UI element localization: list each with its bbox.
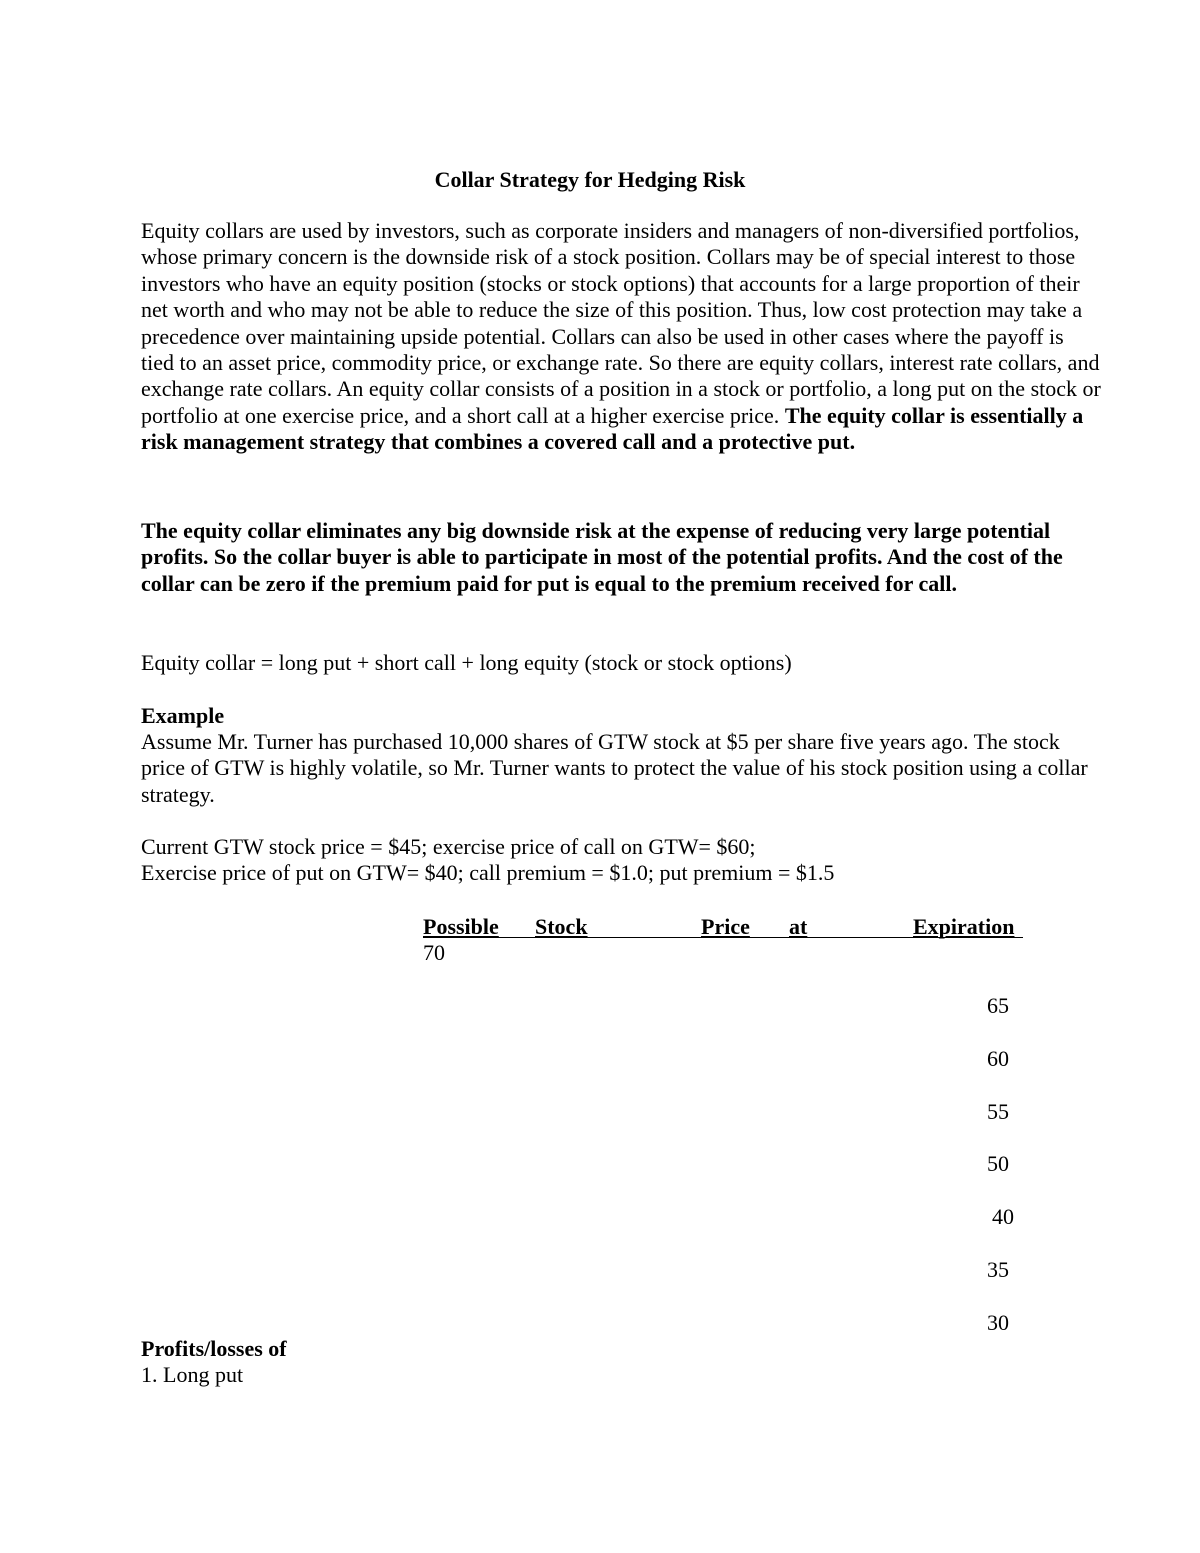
header-price: Price — [701, 914, 750, 939]
price-value: 40 — [992, 1204, 1014, 1229]
intro-paragraph — [141, 218, 1101, 456]
list-item-long-put: 1. Long put — [141, 1362, 244, 1387]
example-heading: Example — [141, 703, 225, 728]
summary-paragraph: The equity collar eliminates any big downside risk at the expense of reducing very large potential profits. So the collar buyer is able to participate in most of the potential profits. And the cost of the collar can be zero if the premium paid for put is equal to the premium received for call. — [141, 518, 1063, 596]
price-table-header — [423, 914, 1023, 940]
price-value: 30 — [987, 1310, 1009, 1335]
header-stock: Stock — [535, 914, 588, 939]
profits-heading: Profits/losses of — [141, 1336, 287, 1361]
example-text: Assume Mr. Turner has purchased 10,000 shares of GTW stock at $5 per share five years ago. The stock price of GTW is highly volatile, so Mr. Turner wants to protect the value of his stock position using a collar strategy. — [141, 729, 1088, 807]
price-value: 55 — [987, 1099, 1009, 1124]
header-possible: Possible — [423, 914, 499, 939]
intro-text: Equity collars are used by investors, such as corporate insiders and managers of non-diversified portfolios, whose primary concern is the downside risk of a stock position. Collars may be of special interest to those investors who have an equity position (stocks or stock options) that accounts for a large proportion of their net worth and who may not be able to reduce the size of this position. Thus, low cost protection may take a precedence over maintaining upside potential. Collars can also be used in other cases where the payoff is tied to an asset price, commodity price, or exchange rate. So there are equity collars, interest rate collars, and exchange rate collars. An equity collar consists of a position in a stock or portfolio, a long put on the stock or portfolio at one exercise price, and a short call at a higher exercise price. — [141, 218, 1101, 428]
price-assumptions-line-2: Exercise price of put on GTW= $40; call premium = $1.0; put premium = $1.5 — [141, 860, 835, 886]
price-value: 50 — [987, 1151, 1009, 1176]
header-expiration: Expiration — [913, 914, 1015, 939]
intro-bold-text: The equity collar is essentially a risk management strategy that combines a covered call and a protective put. — [141, 402, 1084, 455]
price-assumptions — [141, 834, 1101, 887]
price-value: 35 — [987, 1257, 1009, 1282]
price-value: 60 — [987, 1046, 1009, 1071]
document-title: Collar Strategy for Hedging Risk — [434, 167, 746, 192]
price-value: 65 — [987, 993, 1009, 1018]
price-assumptions-line-1: Current GTW stock price = $45; exercise price of call on GTW= $60; — [141, 834, 756, 859]
price-value: 70 — [423, 940, 445, 965]
collar-formula: Equity collar = long put + short call + long equity (stock or stock options) — [141, 650, 792, 675]
header-at: at — [789, 914, 808, 939]
